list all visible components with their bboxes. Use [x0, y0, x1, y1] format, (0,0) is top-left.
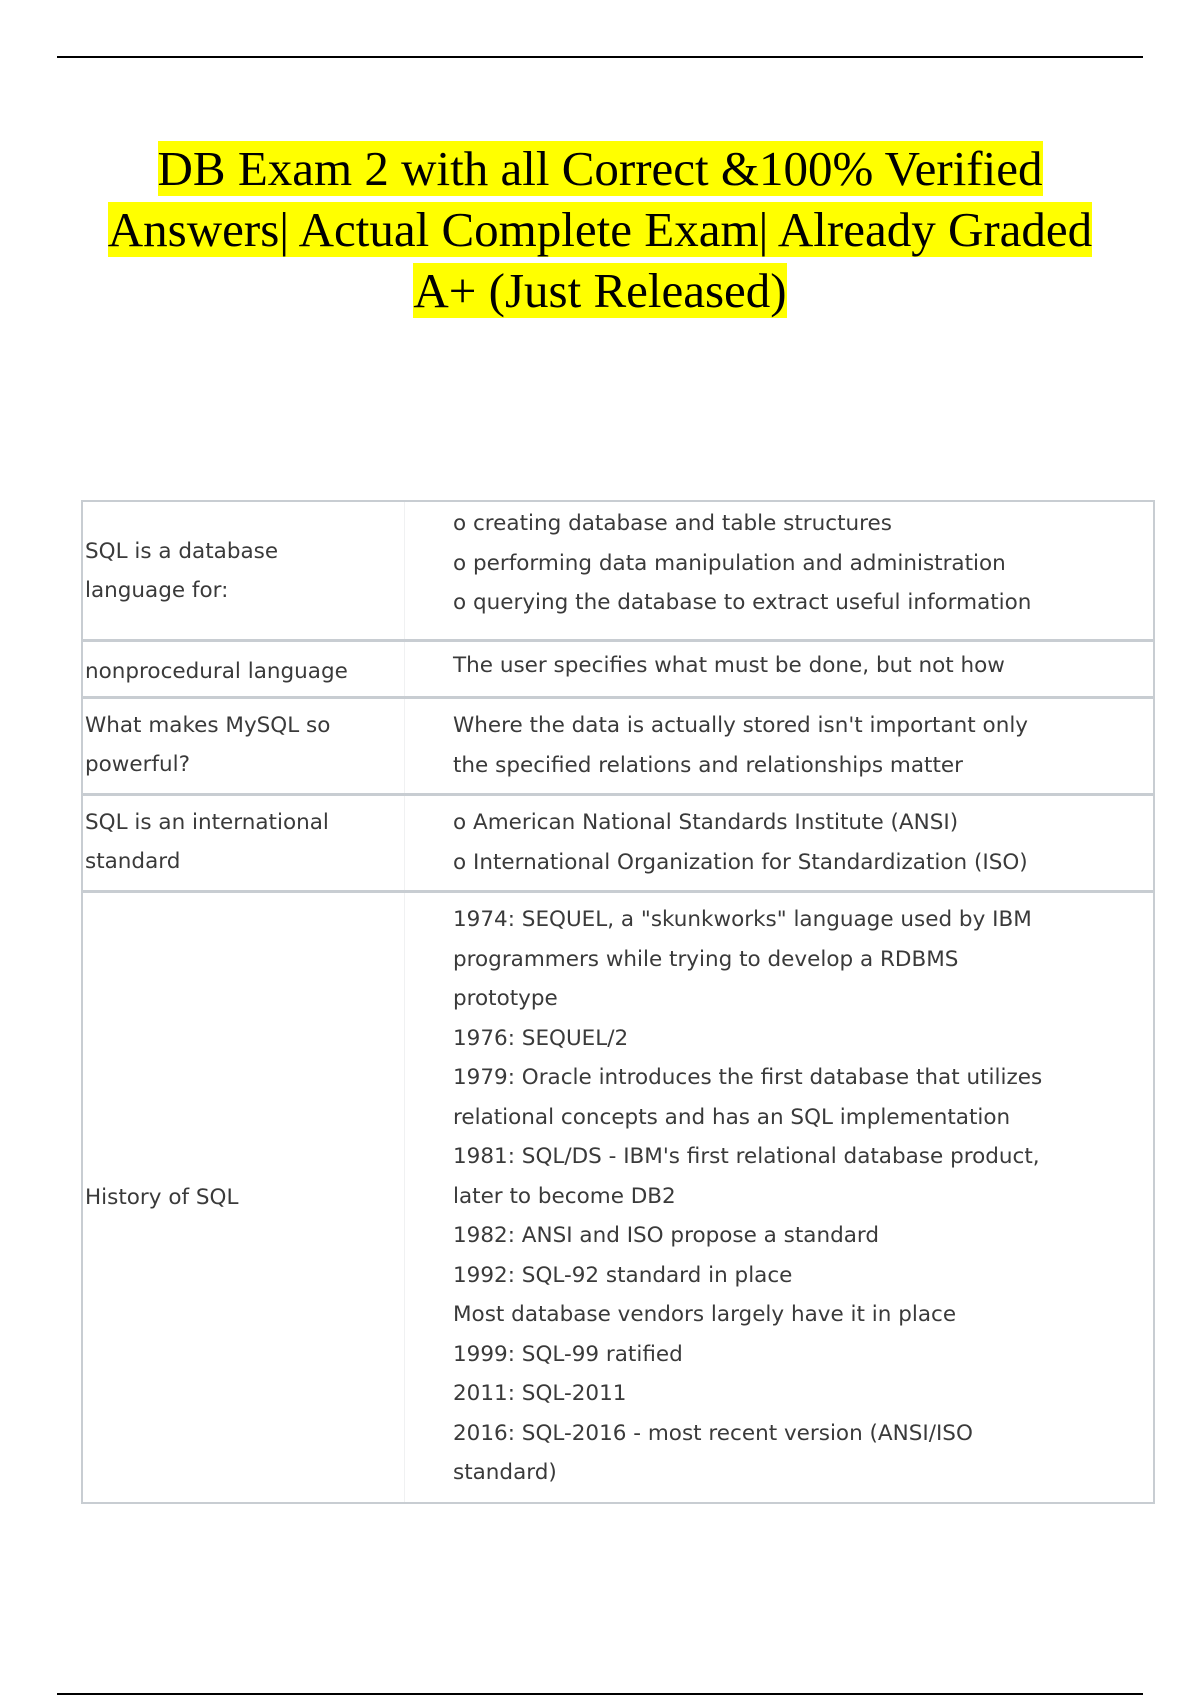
definition-line: 1974: SEQUEL, a "skunkworks" language used by IBM	[453, 907, 1032, 932]
top-rule	[57, 56, 1143, 58]
definition-line: 1992: SQL-92 standard in place	[453, 1262, 793, 1288]
definition-line: standard)	[453, 1460, 557, 1485]
definition-line: 1979: Oracle introduces the first database that utilizes	[453, 1065, 1043, 1090]
definition-line: 1976: SEQUEL/2	[453, 1025, 629, 1051]
table-row	[83, 639, 1153, 696]
term-cell	[83, 796, 405, 890]
term-text: SQL is an international	[85, 810, 329, 835]
definition-line: prototype	[453, 986, 558, 1011]
definition-line: 1999: SQL-99 ratified	[453, 1341, 683, 1367]
definition-line: 1982: ANSI and ISO propose a standard	[453, 1223, 880, 1248]
definition-line: 2011: SQL-2011	[453, 1381, 627, 1406]
table-row	[83, 696, 1153, 793]
definition-line: o American National Standards Institute (ANSI)	[453, 810, 959, 835]
term-text: What makes MySQL so	[85, 713, 331, 738]
term-text: powerful?	[85, 752, 191, 777]
term-text: language for:	[85, 577, 229, 603]
definition-line: 1981: SQL/DS - IBM's first relational database product,	[453, 1144, 1040, 1169]
definition-line: o International Organization for Standardization (ISO)	[453, 849, 1028, 875]
definition-line: o creating database and table structures	[453, 511, 892, 536]
term-text: History of SQL	[85, 1185, 239, 1210]
table-row	[83, 890, 1153, 1502]
term-text: nonprocedural language	[85, 658, 348, 684]
term-cell	[83, 642, 405, 696]
definition-cell	[405, 796, 1153, 890]
definition-cell	[405, 893, 1153, 1502]
flashcard-table	[81, 500, 1155, 1504]
title-line: DB Exam 2 with all Correct &100% Verified	[157, 141, 1043, 196]
term-cell	[83, 502, 405, 639]
table-row	[83, 502, 1153, 639]
table-row	[83, 793, 1153, 890]
definition-line: Most database vendors largely have it in place	[453, 1302, 957, 1327]
title-line: Answers| Actual Complete Exam| Already Graded	[107, 202, 1093, 257]
definition-line: later to become DB2	[453, 1183, 676, 1209]
definition-line: The user specifies what must be done, but not how	[453, 653, 1005, 678]
term-text: SQL is a database	[85, 538, 279, 564]
title-line: A+ (Just Released)	[413, 263, 787, 318]
term-cell	[83, 699, 405, 793]
definition-cell	[405, 642, 1153, 696]
term-cell	[83, 893, 405, 1502]
definition-cell	[405, 699, 1153, 793]
definition-cell	[405, 502, 1153, 639]
definition-line: o performing data manipulation and administration	[453, 550, 1006, 576]
document-title	[40, 138, 1160, 321]
definition-line: Where the data is actually stored isn't important only	[453, 713, 1029, 738]
definition-line: relational concepts and has an SQL implementation	[453, 1104, 1011, 1130]
definition-line: o querying the database to extract useful information	[453, 590, 1032, 615]
definition-line: 2016: SQL-2016 - most recent version (ANSI/ISO	[453, 1420, 973, 1446]
definition-line: programmers while trying to develop a RDBMS	[453, 946, 959, 972]
definition-line: the specified relations and relationships matter	[453, 752, 963, 778]
term-text: standard	[85, 849, 181, 874]
bottom-rule	[57, 1693, 1143, 1695]
